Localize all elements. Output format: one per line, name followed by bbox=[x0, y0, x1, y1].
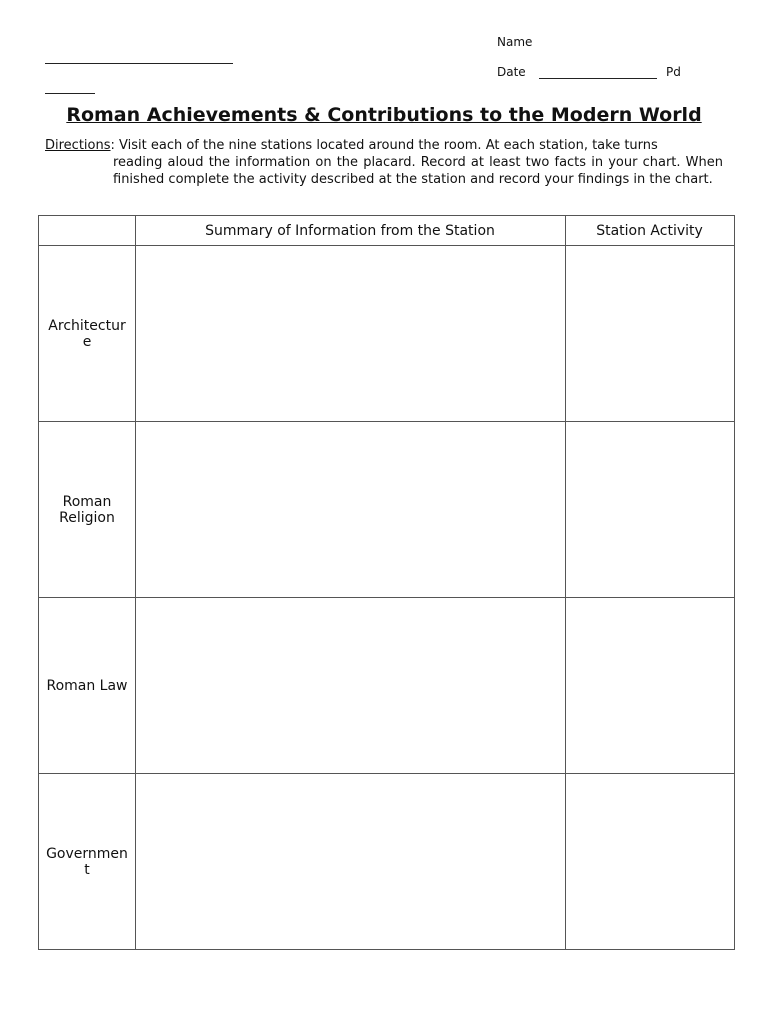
activity-cell-government[interactable] bbox=[566, 774, 734, 949]
row-label-architecture bbox=[39, 246, 135, 421]
station-chart bbox=[38, 215, 735, 950]
directions-first-line bbox=[45, 137, 658, 154]
row-label-text: Architecture bbox=[48, 317, 126, 350]
name-label: Name bbox=[497, 35, 533, 49]
date-blank-line[interactable] bbox=[539, 78, 657, 79]
activity-cell-religion[interactable] bbox=[566, 422, 734, 597]
row-label-law bbox=[39, 598, 135, 773]
pd-blank-line-left[interactable] bbox=[45, 93, 95, 94]
activity-cell-architecture[interactable] bbox=[566, 246, 734, 421]
column-header-summary: Summary of Information from the Station bbox=[205, 223, 495, 239]
column-header-activity: Station Activity bbox=[596, 223, 703, 239]
activity-cell-law[interactable] bbox=[566, 598, 734, 773]
row-label-text: Roman Religion bbox=[59, 493, 115, 526]
row-label-text: Government bbox=[46, 845, 128, 878]
row-label-government bbox=[39, 774, 135, 949]
directions-label: Directions bbox=[45, 138, 111, 153]
summary-cell-government[interactable] bbox=[136, 774, 564, 949]
name-blank-line-left[interactable] bbox=[45, 63, 233, 64]
date-label: Date bbox=[497, 65, 526, 79]
column-header-blank bbox=[39, 216, 135, 246]
summary-cell-religion[interactable] bbox=[136, 422, 564, 597]
row-label-religion bbox=[39, 422, 135, 597]
row-label-text: Roman Law bbox=[46, 677, 128, 694]
summary-cell-architecture[interactable] bbox=[136, 246, 564, 421]
pd-label: Pd bbox=[666, 65, 681, 79]
directions-body: reading aloud the information on the placard. Record at least two facts in your chart. When finished complete the activity described at the station and record your findings in the chart. bbox=[113, 155, 723, 187]
page-title: Roman Achievements & Contributions to the Modern World bbox=[66, 104, 702, 126]
summary-cell-law[interactable] bbox=[136, 598, 564, 773]
directions-first-text: : Visit each of the nine stations located around the room. At each station, take turns bbox=[110, 138, 658, 153]
